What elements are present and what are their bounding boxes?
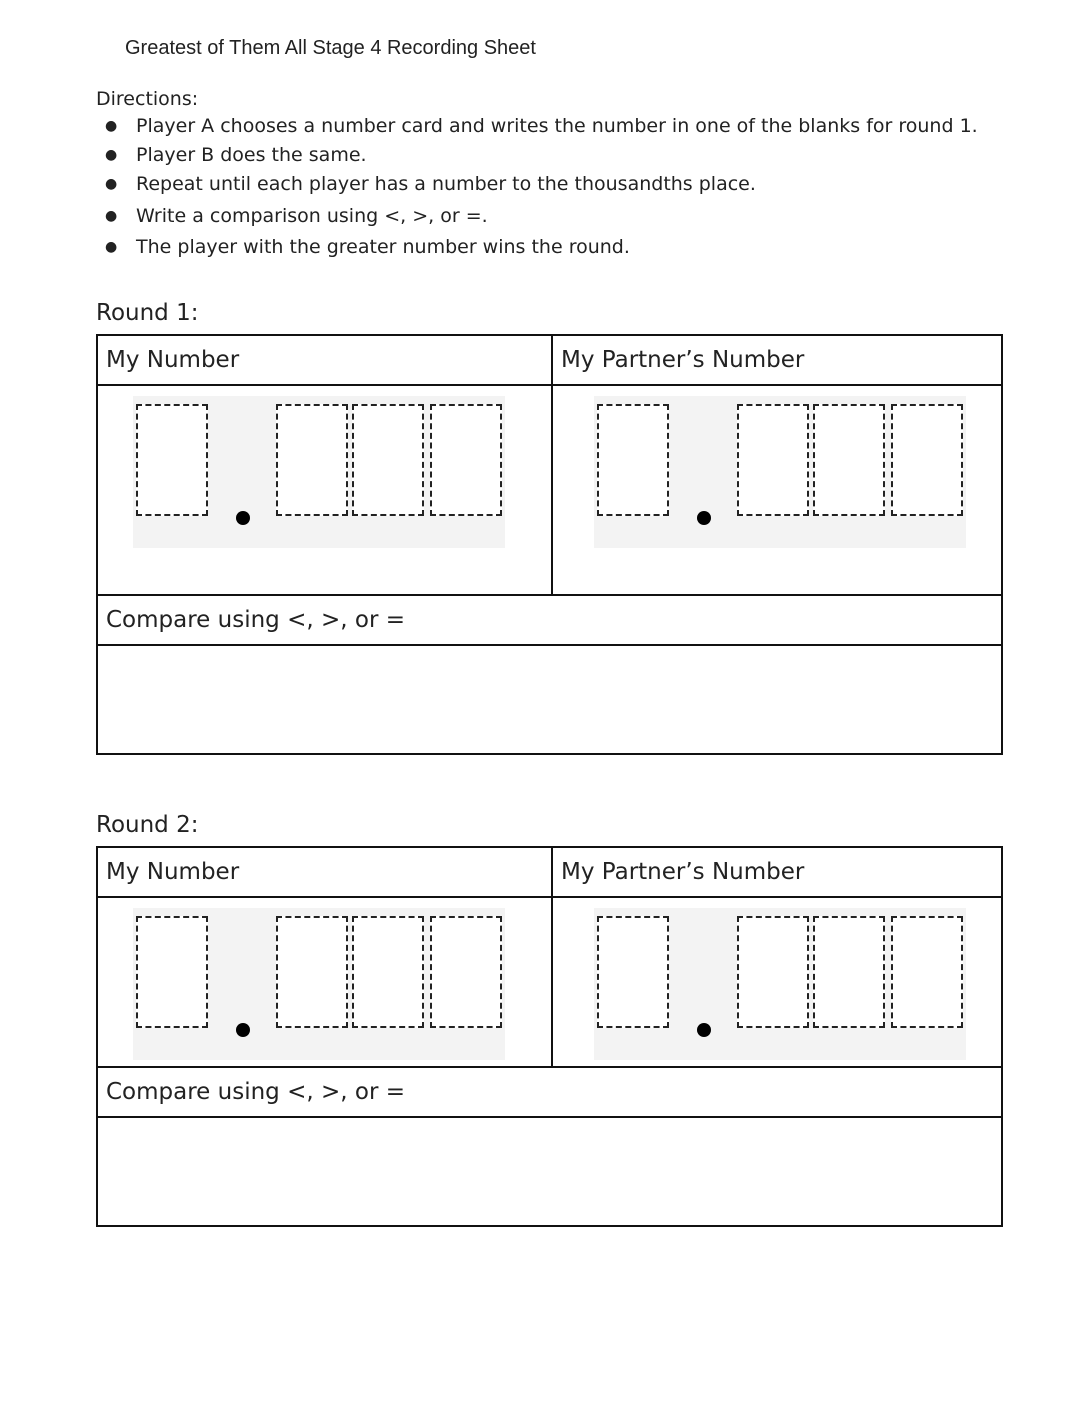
compare-answer-area[interactable] <box>97 1117 1002 1226</box>
compare-answer-area[interactable] <box>97 645 1002 754</box>
number-card-area <box>594 396 966 548</box>
round-2-label: Round 2: <box>96 812 199 838</box>
partner-number-header: My Partner’s Number <box>552 847 1002 897</box>
hundredths-card-blank[interactable] <box>352 404 424 516</box>
partner-number-header: My Partner’s Number <box>552 335 1002 385</box>
number-card-area <box>133 908 505 1060</box>
tenths-card-blank[interactable] <box>737 916 809 1028</box>
tenths-card-blank[interactable] <box>276 916 348 1028</box>
bullet-icon: ● <box>105 147 118 163</box>
compare-header: Compare using <, >, or = <box>97 1067 1002 1117</box>
ones-card-blank[interactable] <box>597 404 669 516</box>
my-number-cell[interactable] <box>97 385 552 595</box>
bullet-icon: ● <box>105 176 118 192</box>
bullet-icon: ● <box>105 118 118 134</box>
partner-number-cell[interactable] <box>552 385 1002 595</box>
list-item: ● Write a comparison using <, >, or =. <box>105 205 488 227</box>
list-item: ● Repeat until each player has a number to the thousandths place. <box>105 173 756 195</box>
number-card-area <box>133 396 505 548</box>
directions-list <box>100 112 978 257</box>
tenths-card-blank[interactable] <box>276 404 348 516</box>
thousandths-card-blank[interactable] <box>430 916 502 1028</box>
decimal-point <box>697 1023 711 1037</box>
tenths-card-blank[interactable] <box>737 404 809 516</box>
list-item: ● Player A chooses a number card and writes the number in one of the blanks for round 1. <box>105 115 978 137</box>
my-number-header: My Number <box>97 847 552 897</box>
partner-number-cell[interactable] <box>552 897 1002 1067</box>
hundredths-card-blank[interactable] <box>813 404 885 516</box>
ones-card-blank[interactable] <box>136 404 208 516</box>
thousandths-card-blank[interactable] <box>891 404 963 516</box>
number-card-area <box>594 908 966 1060</box>
directions-label: Directions: <box>96 88 199 110</box>
bullet-icon: ● <box>105 239 118 255</box>
page-title: Greatest of Them All Stage 4 Recording Sheet <box>125 37 536 59</box>
my-number-cell[interactable] <box>97 897 552 1067</box>
decimal-point <box>697 511 711 525</box>
my-number-header: My Number <box>97 335 552 385</box>
decimal-point <box>236 511 250 525</box>
compare-header: Compare using <, >, or = <box>97 595 1002 645</box>
hundredths-card-blank[interactable] <box>813 916 885 1028</box>
ones-card-blank[interactable] <box>597 916 669 1028</box>
list-item: ● The player with the greater number wins the round. <box>105 236 630 258</box>
thousandths-card-blank[interactable] <box>891 916 963 1028</box>
bullet-icon: ● <box>105 208 118 224</box>
thousandths-card-blank[interactable] <box>430 404 502 516</box>
round-1-table <box>96 334 1003 755</box>
decimal-point <box>236 1023 250 1037</box>
list-item: ● Player B does the same. <box>105 144 367 166</box>
round-2-table <box>96 846 1003 1227</box>
hundredths-card-blank[interactable] <box>352 916 424 1028</box>
ones-card-blank[interactable] <box>136 916 208 1028</box>
round-1-label: Round 1: <box>96 300 199 326</box>
